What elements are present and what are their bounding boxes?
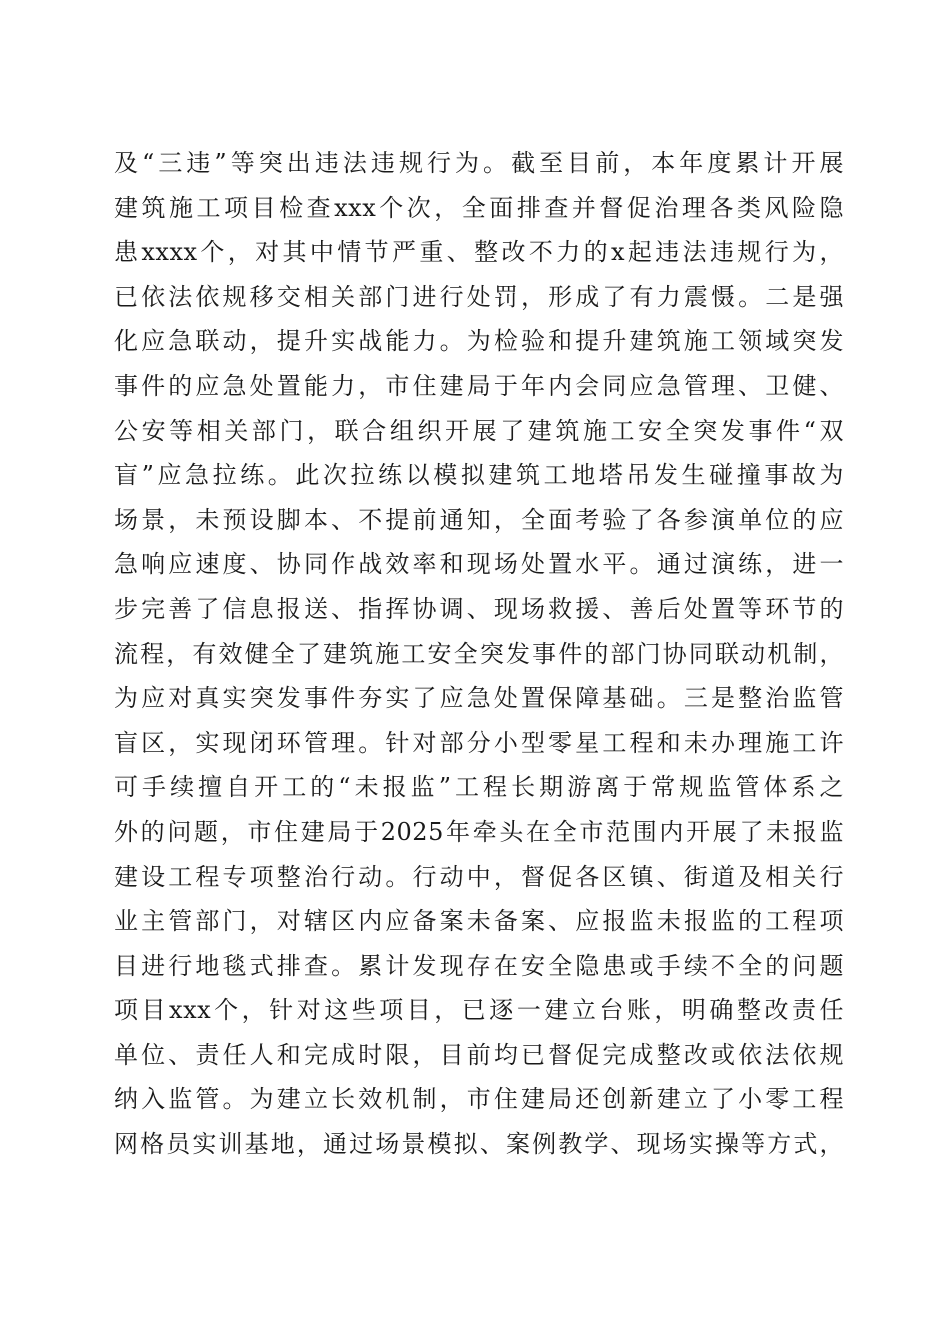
text-line: 项目xxx个，针对这些项目，已逐一建立台账，明确整改责任 (114, 996, 844, 1025)
text-line: 盲”应急拉练。此次拉练以模拟建筑工地塔吊发生碰撞事故为 (114, 461, 844, 490)
body-paragraph (114, 141, 844, 1167)
text-line: 步完善了信息报送、指挥协调、现场救援、善后处置等环节的 (114, 594, 844, 623)
text-line: 及“三违”等突出违法违规行为。截至目前，本年度累计开展 (114, 149, 844, 177)
text-line: 业主管部门，对辖区内应备案未备案、应报监未报监的工程项 (114, 907, 844, 936)
text-line: 纳入监管。为建立长效机制，市住建局还创新建立了小零工程 (114, 1085, 844, 1114)
text-line: 网格员实训基地，通过场景模拟、案例教学、现场实操等方式， (114, 1130, 844, 1159)
text-line: 公安等相关部门，联合组织开展了建筑施工安全突发事件“双 (114, 416, 844, 445)
text-line: 化应急联动，提升实战能力。为检验和提升建筑施工领域突发 (114, 327, 844, 356)
text-line: 患xxxx个，对其中情节严重、整改不力的x起违法违规行为， (114, 238, 844, 267)
text-line: 场景，未预设脚本、不提前通知，全面考验了各参演单位的应 (114, 505, 844, 534)
text-line: 盲区，实现闭环管理。针对部分小型零星工程和未办理施工许 (114, 728, 844, 757)
text-line: 单位、责任人和完成时限，目前均已督促完成整改或依法依规 (114, 1040, 844, 1069)
text-line: 可手续擅自开工的“未报监”工程长期游离于常规监管体系之 (114, 773, 844, 802)
text-line: 流程，有效健全了建筑施工安全突发事件的部门协同联动机制， (114, 639, 844, 668)
text-line: 建筑施工项目检查xxx个次，全面排查并督促治理各类风险隐 (114, 193, 844, 222)
text-line: 目进行地毯式排查。累计发现存在安全隐患或手续不全的问题 (114, 951, 844, 980)
text-line: 急响应速度、协同作战效率和现场处置水平。通过演练，进一 (114, 550, 844, 579)
text-line: 事件的应急处置能力，市住建局于年内会同应急管理、卫健、 (114, 371, 844, 400)
text-line: 外的问题，市住建局于2025年牵头在全市范围内开展了未报监 (114, 817, 844, 846)
text-line: 已依法依规移交相关部门进行处罚，形成了有力震慑。二是强 (114, 282, 844, 311)
text-line: 为应对真实突发事件夯实了应急处置保障基础。三是整治监管 (114, 684, 844, 713)
text-line: 建设工程专项整治行动。行动中，督促各区镇、街道及相关行 (114, 862, 844, 891)
